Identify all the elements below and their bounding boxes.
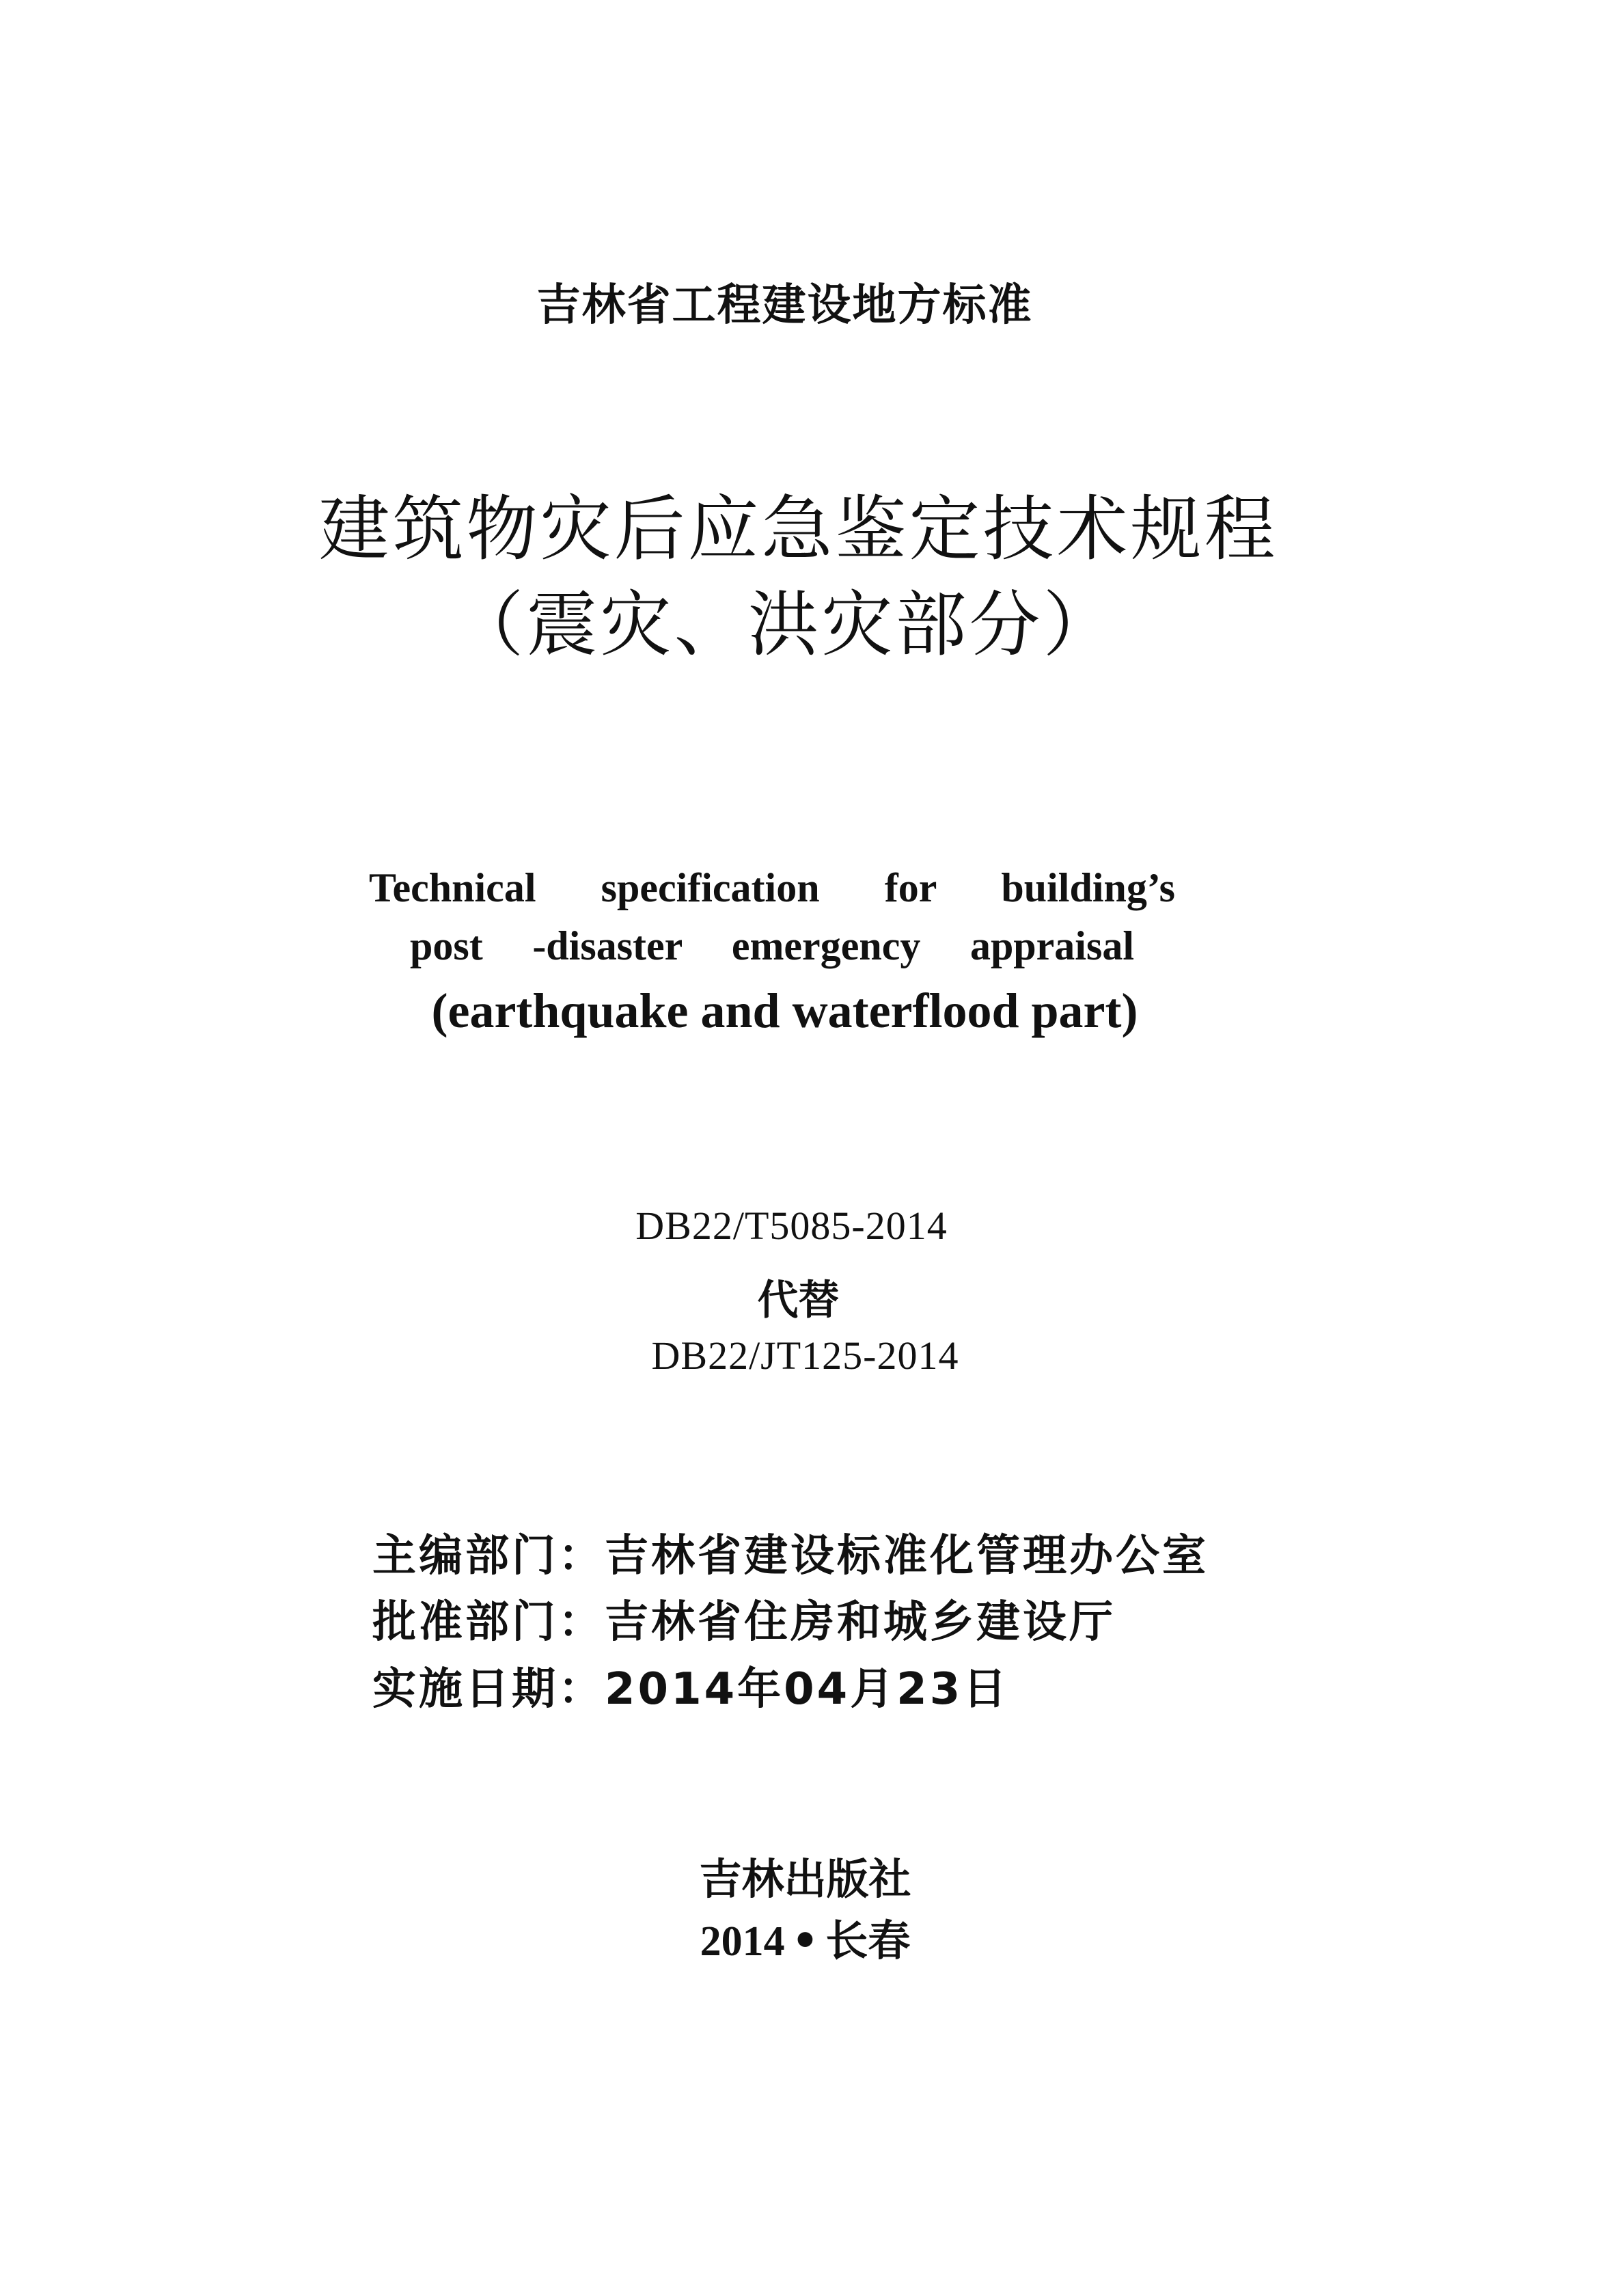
date-label: 实施日期： — [372, 1664, 605, 1715]
title-en-line1: Technical specification for building’s — [369, 865, 1175, 910]
publication-city: 长春 — [825, 1916, 911, 1965]
date-row — [372, 1654, 1009, 1717]
title-en-line2: post -disaster emergency appraisal — [410, 923, 1134, 968]
approver-row — [372, 1587, 1116, 1650]
publication-place — [0, 1907, 1617, 1968]
title-cn-line2: （震灾、洪灾部分） — [452, 583, 1117, 666]
editor-row — [372, 1521, 1209, 1583]
standard-number: DB22/T5085-2014 — [635, 1203, 948, 1248]
replace-label: 代替 — [757, 1277, 840, 1324]
title-en-line3: (earthquake and waterflood part) — [431, 983, 1138, 1038]
editor-value: 吉林省建设标准化管理办公室 — [605, 1531, 1209, 1581]
date-value: 2014年04月23日 — [605, 1664, 1010, 1715]
publisher-name: 吉林出版社 — [699, 1854, 911, 1904]
editor-label: 主编部门： — [372, 1531, 605, 1581]
publication-year: 2014 — [700, 1918, 785, 1965]
separator-dot: • — [791, 1916, 819, 1965]
approver-value: 吉林省住房和城乡建设厅 — [605, 1597, 1116, 1648]
approver-label: 批准部门： — [372, 1597, 605, 1648]
replaced-standard-number: DB22/JT125-2014 — [651, 1333, 959, 1378]
title-cn-line1: 建筑物灾后应急鉴定技术规程 — [318, 487, 1278, 571]
standard-category: 吉林省工程建设地方标准 — [536, 280, 1033, 331]
